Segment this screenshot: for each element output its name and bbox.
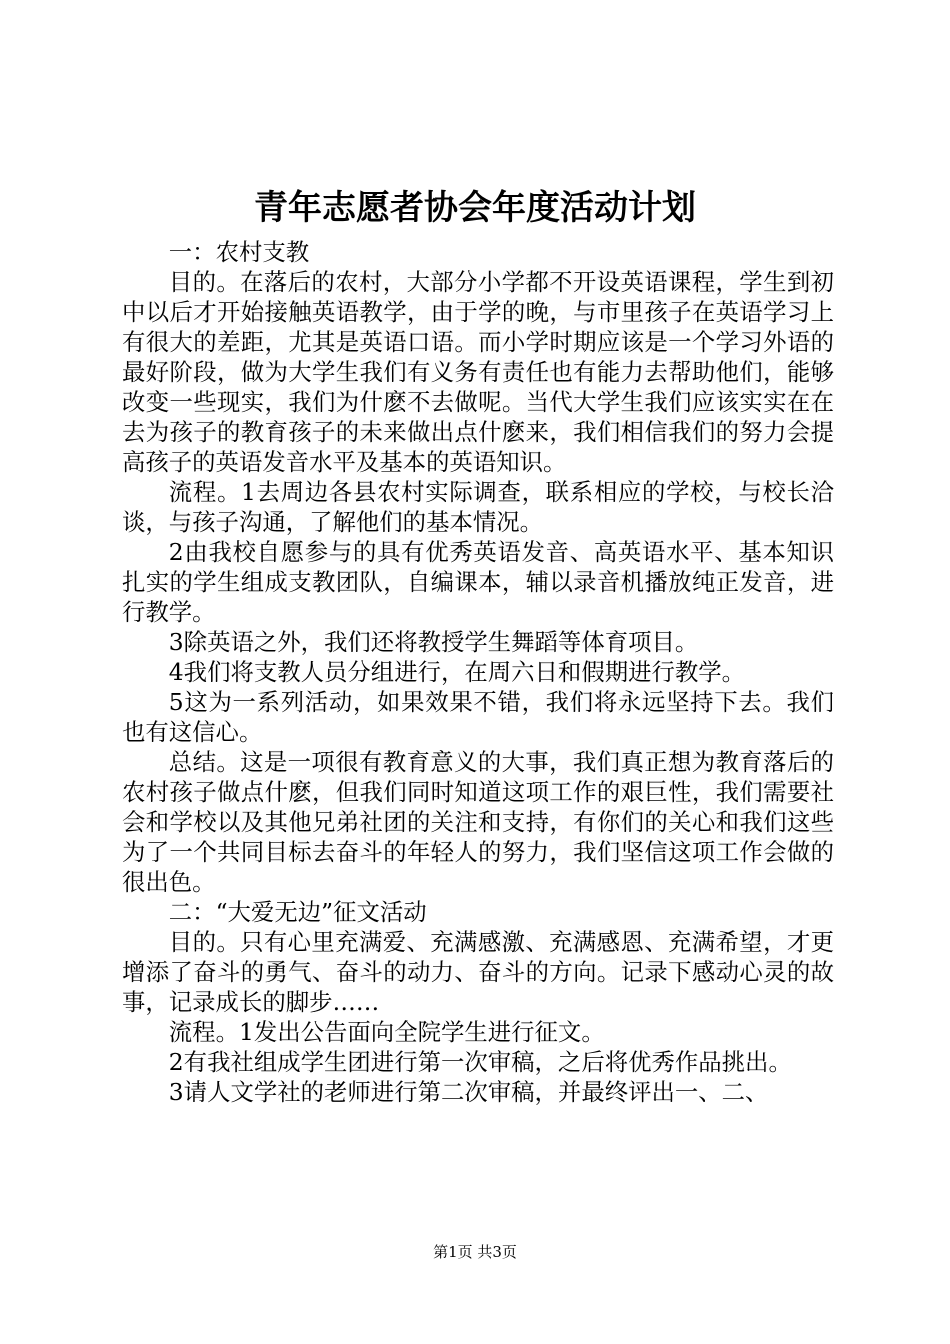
paragraph-essay-process-1: 流程。1发出公告面向全院学生进行征文。: [168, 1018, 605, 1046]
paragraph-summary: 总结。这是一项很有教育意义的大事，我们真正想为教育落后的农村孩子做点什麽，但我们同时知道这项工作的艰巨性，我们需要社会和学校以及其他兄弟社团的关注和支持，有你们的关心和我们这些为了一个共同目标去奋斗的年轻人的努力，我们坚信这项工作会做的很出色。: [122, 748, 834, 896]
section-heading-essay-contest: 二：“大爱无边”征文活动: [168, 898, 427, 926]
paragraph-process-2: 2由我校自愿参与的具有优秀英语发音、高英语水平、基本知识扎实的学生组成支教团队，自编课本，辅以录音机播放纯正发音，进行教学。: [122, 538, 834, 626]
page-number-footer: 第1页 共3页: [433, 1243, 517, 1261]
paragraph-process-5: 5这为一系列活动，如果效果不错，我们将永远坚持下去。我们也有这信心。: [122, 688, 834, 746]
paragraph-purpose: 目的。在落后的农村，大部分小学都不开设英语课程，学生到初中以后才开始接触英语教学，由于学的晚，与市里孩子在英语学习上有很大的差距，尤其是英语口语。而小学时期应该是一个学习外语的最好阶段，做为大学生我们有义务有责任也有能力去帮助他们，能够改变一些现实，我们为什麽不去做呢。当代大学生我们应该实实在在去为孩子的教育孩子的未来做出点什麽来，我们相信我们的努力会提高孩子的英语发音水平及基本的英语知识。: [122, 268, 834, 476]
paragraph-process-3: 3除英语之外，我们还将教授学生舞蹈等体育项目。: [168, 628, 699, 656]
paragraph-process-4: 4我们将支教人员分组进行，在周六日和假期进行教学。: [168, 658, 746, 686]
section-heading-rural-teaching: 一：农村支教: [168, 238, 310, 266]
document-title: 青年志愿者协会年度活动计划: [254, 188, 696, 228]
paragraph-essay-process-2: 2有我社组成学生团进行第一次审稿，之后将优秀作品挑出。: [168, 1048, 792, 1076]
document-body: [122, 237, 834, 1107]
paragraph-process-1: 流程。1去周边各县农村实际调查，联系相应的学校，与校长洽谈，与孩子沟通，了解他们的基本情况。: [122, 478, 834, 536]
paragraph-essay-purpose: 目的。只有心里充满爱、充满感激、充满感恩、充满希望，才更增添了奋斗的勇气、奋斗的动力、奋斗的方向。记录下感动心灵的故事，记录成长的脚步……: [122, 928, 834, 1016]
paragraph-essay-process-3: 3请人文学社的老师进行第二次审稿，并最终评出一、二、: [168, 1078, 769, 1106]
